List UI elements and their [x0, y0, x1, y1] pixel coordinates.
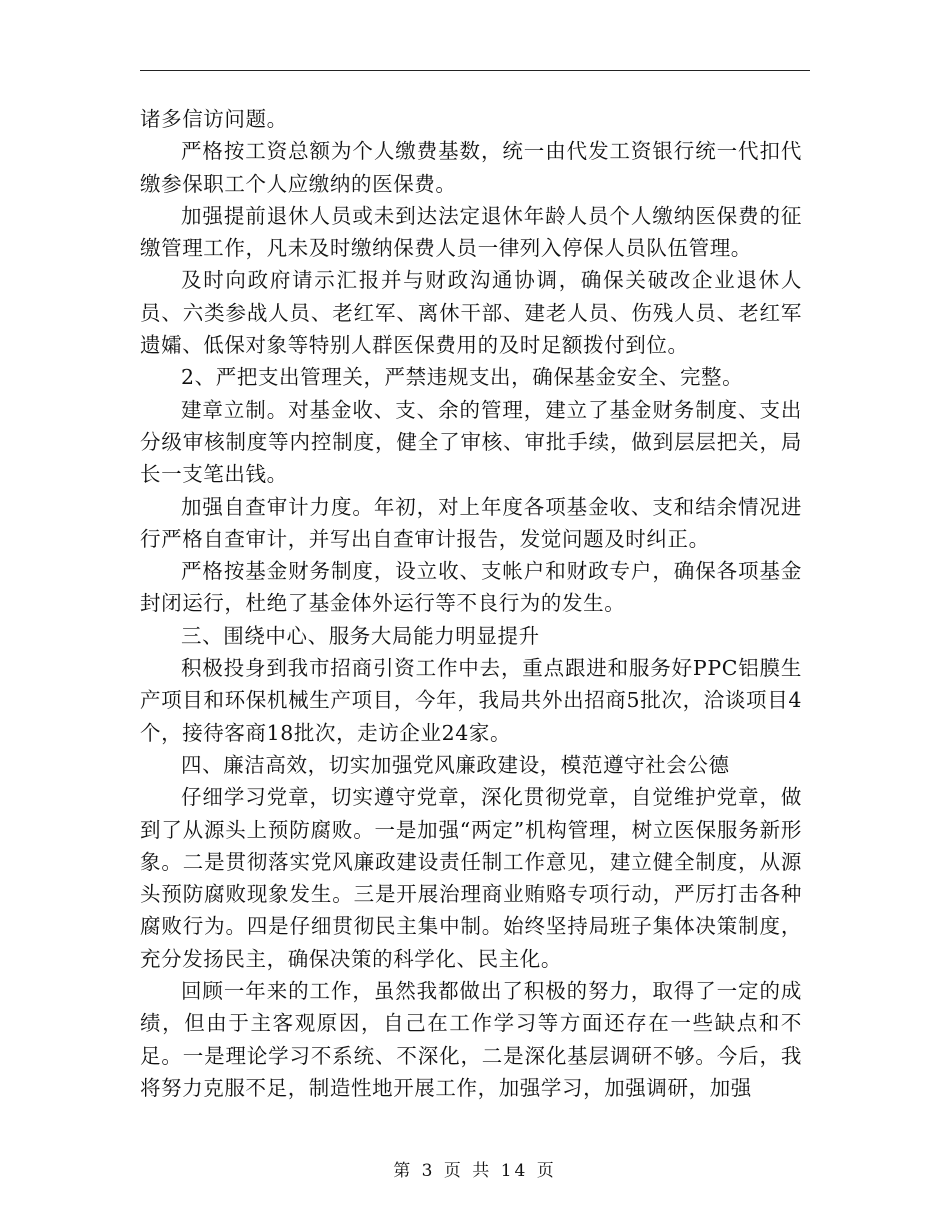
- paragraph: 加强提前退休人员或未到达法定退休年龄人员个人缴纳医保费的征缴管理工作，凡未及时缴纳保费人员一律列入停保人员队伍管理。: [140, 203, 802, 261]
- header-rule: [140, 70, 810, 71]
- paragraph: 2、严把支出管理关，严禁违规支出，确保基金安全、完整。: [181, 365, 744, 390]
- paragraph: 四、廉洁高效，切实加强党风廉政建设，模范遵守社会公德: [181, 752, 730, 777]
- paragraph: 严格按基金财务制度，设立收、支帐户和财政专户，确保各项基金封闭运行，杜绝了基金体外运行等不良行为的发生。: [140, 559, 802, 616]
- paragraph: 三、围绕中心、服务大局能力明显提升: [181, 623, 540, 648]
- paragraph: 严格按工资总额为个人缴费基数，统一由代发工资银行统一代扣代缴参保职工个人应缴纳的医保费。: [140, 139, 802, 196]
- paragraph: 诸多信访问题。: [140, 107, 288, 131]
- paragraph: 建章立制。对基金收、支、余的管理，建立了基金财务制度、支出分级审核制度等内控制度，健全了审核、审批手续，做到层层把关，局长一支笔出钱。: [140, 397, 802, 487]
- paragraph: 积极投身到我市招商引资工作中去，重点跟进和服务好PPC铝膜生产项目和环保机械生产项目，今年，我局共外出招商5批次，洽谈项目4个，接待客商18批次，走访企业24家。: [140, 656, 802, 745]
- document-body: [140, 103, 802, 1104]
- paragraph: 回顾一年来的工作，虽然我都做出了积极的努力，取得了一定的成绩，但由于主客观原因，自己在工作学习等方面还存在一些缺点和不足。一是理论学习不系统、不深化，二是深化基层调研不够。今后，我将努力克服不足，制造性地开展工作，加强学习，加强调研，加强: [140, 979, 802, 1100]
- paragraph: 及时向政府请示汇报并与财政沟通协调，确保关破改企业退休人员、六类参战人员、老红军、离休干部、建老人员、伤残人员、老红军遗孀、低保对象等特别人群医保费用的及时足额拨付到位。: [140, 268, 802, 358]
- paragraph: 加强自查审计力度。年初，对上年度各项基金收、支和结余情况进行严格自查审计，并写出自查审计报告，发觉问题及时纠正。: [140, 494, 802, 551]
- page-number-footer: 第 3 页 共 14 页: [393, 1161, 557, 1181]
- paragraph: 仔细学习党章，切实遵守党章，深化贯彻党章，自觉维护党章，做到了从源头上预防腐败。一是加强“两定”机构管理，树立医保服务新形象。二是贯彻落实党风廉政建设责任制工作意见，建立健全制度，从源头预防腐败现象发生。三是开展治理商业贿赂专项行动，严厉打击各种腐败行为。四是仔细贯彻民主集中制。始终坚持局班子集体决策制度，充分发扬民主，确保决策的科学化、民主化。: [140, 785, 802, 971]
